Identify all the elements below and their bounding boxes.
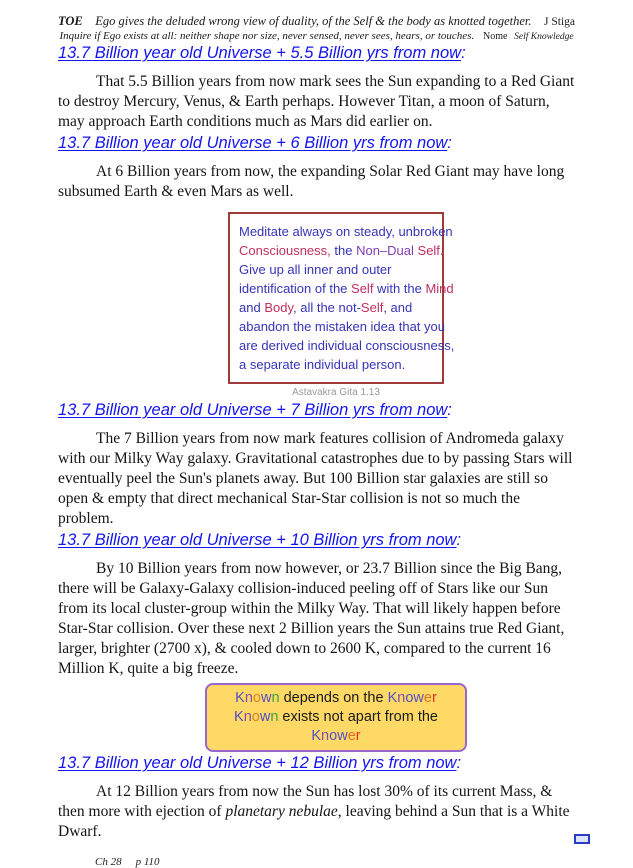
text-span: K	[311, 728, 322, 744]
text-span: n	[321, 728, 330, 744]
text-span: Mind	[425, 281, 454, 296]
heading-colon: :	[447, 134, 452, 152]
section-heading-7-billion	[58, 399, 575, 421]
text-line	[239, 355, 436, 374]
text-span: w	[413, 690, 424, 706]
text-span: Self	[360, 300, 384, 315]
section-heading-6-billion	[58, 132, 575, 154]
text-span: o	[329, 728, 338, 744]
text-span: o	[252, 690, 261, 706]
paragraph-6-billion	[58, 162, 575, 202]
text-line	[239, 336, 455, 355]
text-line	[239, 298, 436, 317]
text-line	[239, 260, 436, 279]
text-span: That 5.5 Billion years from now mark sees the Sun expanding to a Red Giant to destroy Mercury, Venus, & Earth perhaps. However Titan, a moon of Saturn, may approach Earth conditions much as Mars did earlier on.	[58, 73, 575, 130]
heading-colon: :	[456, 754, 462, 772]
text-span: r	[431, 690, 437, 706]
section-heading-5-5-billion	[58, 42, 575, 64]
heading-text: 13.7 Billion year old Universe + 6 Billion yrs from now	[58, 134, 448, 152]
text-span: n	[243, 709, 252, 725]
heading-text: 13.7 Billion year old Universe + 7 Billion yrs from now	[58, 401, 448, 419]
header-name: Nome	[482, 31, 508, 42]
text-span: w	[259, 709, 271, 725]
text-span: the	[330, 243, 357, 258]
text-span: n	[271, 690, 280, 706]
text-span: n	[244, 690, 253, 706]
text-span: n	[397, 690, 406, 706]
text-span: At 12 Billion years from now the Sun has lost 30% of its current Mass, & then more with ejection of	[58, 783, 553, 820]
text-span: o	[251, 709, 260, 725]
text-line	[239, 317, 445, 336]
text-line	[213, 708, 459, 746]
meditation-quote-box	[228, 212, 455, 384]
text-span: n	[270, 709, 279, 725]
header-epigraph: Ego gives the deluded wrong view of duality, of the Self & the body as knotted together.	[95, 14, 532, 28]
text-span: K	[235, 690, 245, 706]
heading-text: 13.7 Billion year old Universe + 5.5 Billion yrs from now	[58, 44, 462, 62]
heading-colon: :	[461, 44, 466, 62]
paragraph-10-billion	[58, 559, 575, 679]
text-span: a separate individual person.	[239, 357, 406, 372]
text-span: , and	[383, 300, 413, 315]
text-span: w	[337, 728, 348, 744]
section-heading-10-billion	[58, 529, 575, 551]
text-span: , leaving behind a Sun that is a White Dwarf.	[58, 803, 570, 840]
text-span: Consciousness,	[239, 243, 331, 258]
header-inquiry: Inquire if Ego exists at all: neither shape nor size, never sensed, never sees, hears, or touches.	[59, 30, 475, 42]
text-span: The 7 Billion years from now mark features collision of Andromeda galaxy with our Milky Way galaxy. Gravitational catastrophes due to by passing Stars will eventually peel the Sun's planets away. But 100 Billion star galaxies are still so open & empty that direct mechanical Star-Star collision is not so much the problem.	[58, 430, 573, 527]
heading-text: 13.7 Billion year old Universe + 10 Billion yrs from now	[58, 531, 457, 549]
footer-page-number: p 110	[135, 856, 160, 868]
known-knower-box	[205, 683, 467, 752]
text-span: Self	[351, 281, 374, 296]
text-span: e	[347, 728, 356, 744]
text-line	[213, 689, 459, 708]
text-span: Meditate always on steady, unbroken	[239, 224, 453, 239]
text-span: o	[405, 690, 414, 706]
text-line	[239, 222, 453, 241]
heading-colon: :	[447, 401, 452, 419]
header-author: J Stiga	[544, 16, 575, 28]
text-span: exists not apart from the	[278, 709, 438, 725]
text-span: , all the not-	[292, 300, 361, 315]
heading-colon: :	[456, 531, 462, 549]
text-span: e	[423, 690, 432, 706]
paragraph-7-billion	[58, 429, 575, 529]
text-span: identification of the	[239, 281, 352, 296]
text-span: Non–Dual	[356, 243, 414, 258]
text-span: abandon the mistaken idea that you	[239, 319, 445, 334]
page-footer	[95, 856, 575, 868]
text-span: depends on the	[279, 690, 388, 706]
text-span: K	[234, 709, 244, 725]
text-span: Self.	[413, 243, 444, 258]
page-header-line2	[58, 30, 575, 42]
text-span: with the	[373, 281, 426, 296]
text-span: planetary nebulae	[225, 803, 338, 820]
text-span: Give up all inner and outer	[239, 262, 392, 277]
section-heading-12-billion	[58, 752, 575, 774]
text-span: r	[355, 728, 361, 744]
text-line	[239, 279, 454, 298]
text-span: At 6 Billion years from now, the expanding Solar Red Giant may have long subsumed Earth & even Mars as well.	[58, 163, 565, 200]
paragraph-5-5-billion	[58, 72, 575, 132]
meditation-quote-caption: Astavakra Gita 1.13	[292, 387, 380, 398]
text-span: By 10 Billion years from now however, or 23.7 Billion since the Big Bang, there will be Galaxy-Galaxy collision-induced peeling off of Stars like our Sun from its local cluster-group within the Milky Way. That will likely happen before Star-Star collision. Over these next 2 Billion years the Sun attains true Red Giant, larger, brighter (2700 x), & cooled down to 2600 K, compared to the current 16 Million K, quite a big freeze.	[58, 560, 565, 677]
text-span: are derived individual consciousness,	[239, 338, 455, 353]
text-span: K	[387, 690, 398, 706]
text-span: w	[260, 690, 272, 706]
doc-tag: TOE	[58, 14, 83, 28]
text-span: and	[239, 300, 265, 315]
text-line	[239, 241, 444, 260]
heading-text: 13.7 Billion year old Universe + 12 Billion yrs from now	[58, 754, 457, 772]
header-source: Self Knowledge	[514, 32, 574, 42]
corner-mark	[574, 834, 590, 844]
footer-chapter: Ch 28	[95, 856, 122, 868]
text-span: Body	[264, 300, 293, 315]
paragraph-12-billion	[58, 782, 575, 842]
page-header	[58, 14, 575, 29]
